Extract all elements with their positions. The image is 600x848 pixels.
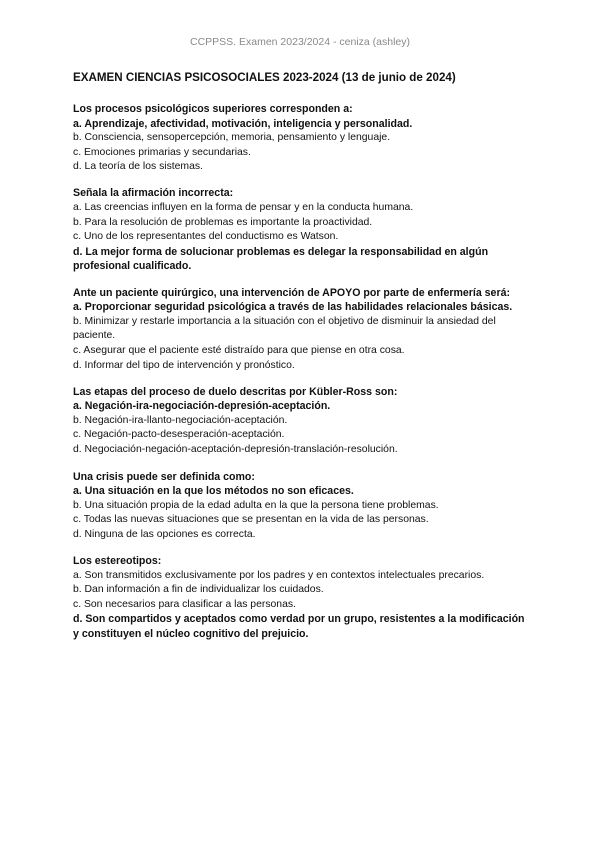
question-block xyxy=(73,102,533,175)
answer-option: b. Minimizar y restarle importancia a la situación con el objetivo de disminuir la ansiedad del paciente. xyxy=(73,315,496,342)
answer-option: c. Son necesarios para clasificar a las personas. xyxy=(73,598,296,610)
question-block xyxy=(73,286,533,374)
answer-option-correct: a. Negación-ira-negociación-depresión-aceptación. xyxy=(73,400,331,413)
answer-option-correct: a. Proporcionar seguridad psicológica a través de las habilidades relacionales básicas. xyxy=(73,301,513,314)
question-block xyxy=(73,385,533,458)
answer-option: a. Las creencias influyen en la forma de pensar y en la conducta humana. xyxy=(73,202,414,214)
answer-option: d. La teoría de los sistemas. xyxy=(73,161,203,173)
answer-option: c. Negación-pacto-desesperación-aceptación. xyxy=(73,429,285,441)
answer-option-correct: a. Aprendizaje, afectividad, motivación, inteligencia y personalidad. xyxy=(73,117,413,130)
answer-option: b. Una situación propia de la edad adulta en la que la persona tiene problemas. xyxy=(73,499,439,511)
question-block xyxy=(73,554,533,642)
answer-option-correct: a. Una situación en la que los métodos no son eficaces. xyxy=(73,485,354,498)
answer-option: b. Negación-ira-llanto-negociación-aceptación. xyxy=(73,414,288,426)
answer-option: d. Negociación-negación-aceptación-depresión-translación-resolución. xyxy=(73,443,398,455)
answer-option: b. Dan información a fin de individualizar los cuidados. xyxy=(73,584,324,596)
answer-option: d. Ninguna de las opciones es correcta. xyxy=(73,528,256,540)
answer-option-correct: d. Son compartidos y aceptados como verdad por un grupo, resistentes a la modificación y constituyen el núcleo cognitivo del prejuicio. xyxy=(73,613,525,640)
answer-option: c. Todas las nuevas situaciones que se presentan en la vida de las personas. xyxy=(73,514,429,526)
answer-option: b. Consciencia, sensopercepción, memoria, pensamiento y lenguaje. xyxy=(73,132,391,144)
page-header: CCPPSS. Examen 2023/2024 - ceniza (ashley) xyxy=(189,36,411,48)
answer-option: d. Informar del tipo de intervención y pronóstico. xyxy=(73,359,295,371)
answer-option: a. Son transmitidos exclusivamente por los padres y en contextos intelectuales precarios. xyxy=(73,569,485,581)
questions-list xyxy=(73,102,533,653)
question-text: Los procesos psicológicos superiores corresponden a: xyxy=(73,103,353,115)
question-text: Ante un paciente quirúrgico, una intervención de APOYO por parte de enfermería será: xyxy=(73,286,510,299)
answer-option: c. Asegurar que el paciente esté distraído para que piense en otra cosa. xyxy=(73,344,405,356)
answer-option-correct: d. La mejor forma de solucionar problemas es delegar la responsabilidad en algún profesional cualificado. xyxy=(73,245,489,273)
exam-title: EXAMEN CIENCIAS PSICOSOCIALES 2023-2024 (13 de junio de 2024) xyxy=(73,71,456,84)
question-block xyxy=(73,470,533,543)
question-text: Los estereotipos: xyxy=(73,555,162,568)
answer-option: b. Para la resolución de problemas es importante la proactividad. xyxy=(73,216,373,228)
question-text: Señala la afirmación incorrecta: xyxy=(73,187,234,200)
question-text: Las etapas del proceso de duelo descritas por Kübler-Ross son: xyxy=(73,385,398,398)
question-text: Una crisis puede ser definida como: xyxy=(73,470,255,483)
answer-option: c. Uno de los representantes del conductismo es Watson. xyxy=(73,231,339,243)
question-block xyxy=(73,186,533,274)
answer-option: c. Emociones primarias y secundarias. xyxy=(73,146,251,158)
